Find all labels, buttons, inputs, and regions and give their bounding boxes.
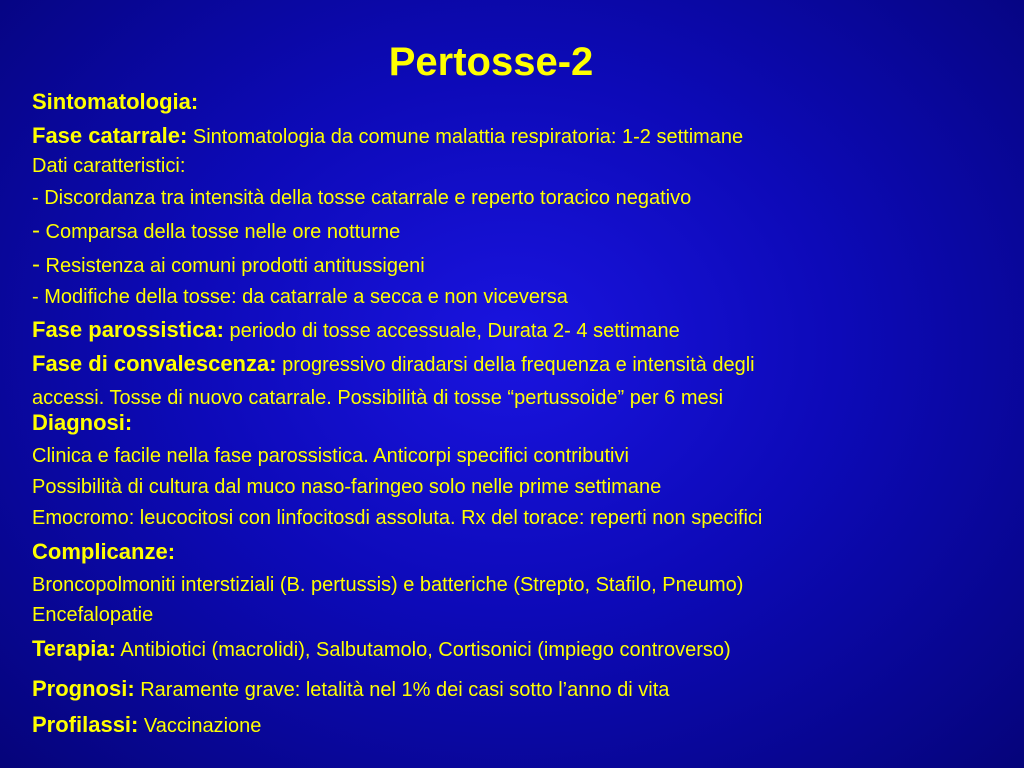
dati-item-3-dash: - — [32, 251, 40, 278]
fase-parossistica-text: periodo di tosse accessuale, Durata 2- 4 settimane — [223, 320, 680, 342]
fase-convalescenza-label: Fase di convalescenza: — [32, 351, 277, 376]
sintomatologia-heading — [32, 90, 198, 115]
fase-parossistica-label: Fase parossistica: — [32, 317, 224, 342]
complicanze-line-1: Broncopolmoniti interstiziali (B. pertussis) e batteriche (Strepto, Stafilo, Pneumo) — [32, 574, 744, 596]
dati-item-3 — [32, 253, 425, 278]
prognosi-text: Raramente grave: letalità nel 1% dei casi sotto l’anno di vita — [134, 679, 670, 701]
fase-convalescenza-text: progressivo diradarsi della frequenza e intensità degli — [276, 354, 755, 376]
prognosi-label: Prognosi: — [32, 676, 135, 701]
dati-item-2 — [32, 219, 400, 244]
dati-item-3-text: Resistenza ai comuni prodotti antitussigeni — [40, 255, 425, 277]
dati-item-1: - Discordanza tra intensità della tosse catarrale e reperto toracico negativo — [32, 187, 692, 209]
terapia-label: Terapia: — [32, 636, 116, 661]
diagnosi-line-3: Emocromo: leucocitosi con linfocitosdi assoluta. Rx del torace: reperti non specifici — [32, 507, 763, 529]
complicanze-heading-text: Complicanze: — [32, 539, 176, 564]
fase-catarrale-label: Fase catarrale: — [32, 123, 188, 148]
sintomatologia-heading-text: Sintomatologia: — [32, 89, 199, 114]
diagnosi-heading — [32, 411, 132, 436]
complicanze-line-2: Encefalopatie — [32, 604, 154, 626]
fase-catarrale-line — [32, 124, 743, 149]
fase-catarrale-text: Sintomatologia da comune malattia respiratoria: 1-2 settimane — [187, 126, 744, 148]
profilassi-line — [32, 713, 261, 738]
dati-item-2-text: Comparsa della tosse nelle ore notturne — [40, 221, 401, 243]
diagnosi-line-1: Clinica e facile nella fase parossistica. Anticorpi specifici contributivi — [32, 445, 629, 467]
dati-item-4: - Modifiche della tosse: da catarrale a secca e non viceversa — [32, 286, 568, 308]
terapia-line — [32, 637, 731, 662]
dati-caratteristici: Dati caratteristici: — [32, 155, 186, 177]
slide-title: Pertosse-2 — [388, 40, 594, 84]
diagnosi-heading-text: Diagnosi: — [32, 410, 133, 435]
fase-parossistica-line — [32, 318, 680, 343]
profilassi-label: Profilassi: — [32, 712, 139, 737]
complicanze-heading — [32, 540, 175, 565]
fase-convalescenza-line — [32, 352, 755, 377]
terapia-text: Antibiotici (macrolidi), Salbutamolo, Cortisonici (impiego controverso) — [115, 639, 731, 661]
diagnosi-line-2: Possibilità di cultura dal muco naso-faringeo solo nelle prime settimane — [32, 476, 662, 498]
profilassi-text: Vaccinazione — [138, 715, 262, 737]
prognosi-line — [32, 677, 669, 702]
dati-item-2-dash: - — [32, 217, 40, 244]
fase-convalescenza-line-2: accessi. Tosse di nuovo catarrale. Possibilità di tosse “pertussoide” per 6 mesi — [32, 387, 724, 409]
